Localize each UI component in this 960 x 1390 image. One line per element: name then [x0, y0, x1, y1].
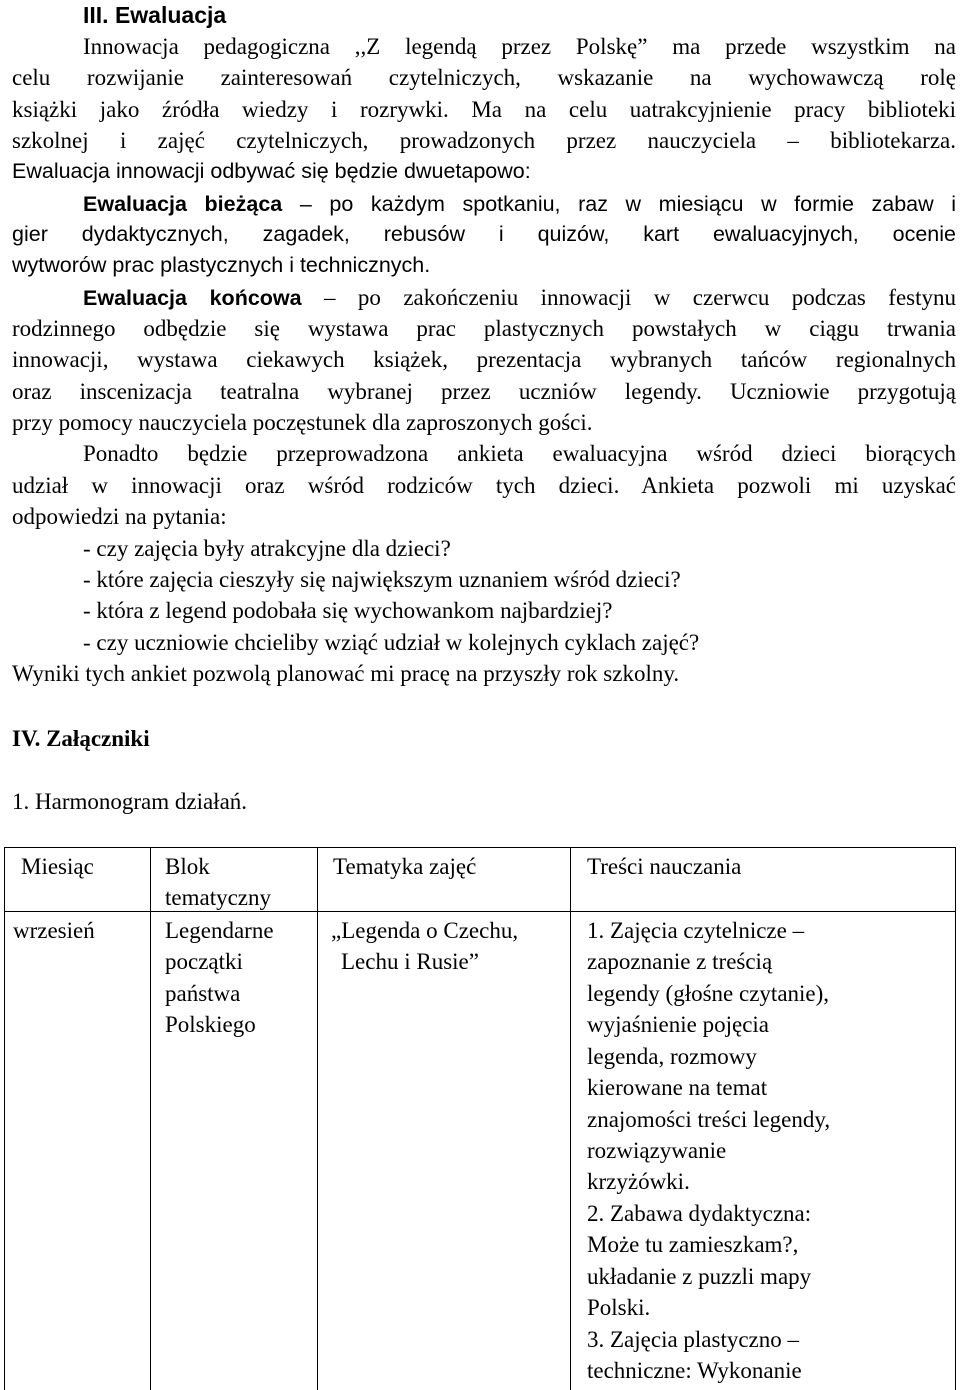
column-divider: [317, 848, 318, 1390]
paragraph-line: [83, 282, 956, 314]
paragraph-line: [83, 188, 956, 220]
cell-content-line: krzyżówki.: [587, 1169, 690, 1194]
schedule-table: [4, 847, 956, 1390]
header-block-line2: tematyczny: [165, 885, 272, 910]
cell-block-line: państwa: [165, 981, 241, 1006]
paragraph-line: udział w innowacji oraz wśród rodziców tych dzieci. Ankieta pozwoli mi uzyskać: [12, 473, 956, 498]
cell-content-line: legendy (głośne czytanie),: [587, 981, 830, 1006]
cell-block-line: początki: [165, 949, 243, 974]
cell-content-line: 3. Zajęcia plastyczno –: [587, 1327, 800, 1352]
cell-content-line: układanie z puzzli mapy: [587, 1264, 812, 1289]
cell-content-line: Może tu zamieszkam?,: [587, 1232, 799, 1257]
column-divider: [570, 848, 571, 1390]
question-item: - które zajęcia cieszyły się największym uznaniem wśród dzieci?: [83, 567, 681, 592]
cell-content-line: zapoznanie z treścią: [587, 949, 773, 974]
cell-content-line: Polski.: [587, 1295, 651, 1320]
paragraph-line: innowacji, wystawa ciekawych książek, prezentacja wybranych tańców regionalnych: [12, 347, 956, 372]
cell-content-line: wyjaśnienie pojęcia: [587, 1012, 770, 1037]
cell-content-line: techniczne: Wykonanie: [587, 1358, 802, 1383]
term-final-evaluation: Ewaluacja końcowa: [83, 286, 302, 310]
header-content: Treści nauczania: [587, 854, 742, 879]
header-topic: Tematyka zajęć: [333, 854, 477, 879]
cell-content-line: kierowane na temat: [587, 1075, 768, 1100]
paragraph-line: celu rozwijanie zainteresowań czytelniczych, wskazanie na wychowawczą rolę: [12, 65, 956, 90]
paragraph-text: – po każdym spotkaniu, raz w miesiącu w formie zabaw i: [282, 192, 957, 216]
cell-content-line: 1. Zajęcia czytelnicze –: [587, 918, 805, 943]
paragraph-line: Wyniki tych ankiet pozwolą planować mi pracę na przyszły rok szkolny.: [12, 661, 680, 686]
cell-topic-line: Lechu i Rusie”: [341, 949, 479, 974]
section-heading-evaluation: III. Ewaluacja: [83, 2, 227, 28]
header-month: Miesiąc: [21, 854, 94, 879]
question-item: - która z legend podobała się wychowankom najbardziej?: [83, 598, 613, 623]
cell-block-line: Legendarne: [165, 918, 274, 943]
section-heading-attachments: IV. Załączniki: [12, 726, 150, 751]
cell-content-line: legenda, rozmowy: [587, 1044, 757, 1069]
paragraph-line: oraz inscenizacja teatralna wybranej przez uczniów legendy. Uczniowie przygotują: [12, 379, 956, 404]
paragraph-line: szkolnej i zajęć czytelniczych, prowadzonych przez nauczyciela – bibliotekarza.: [12, 128, 956, 153]
question-item: - czy uczniowie chcieliby wziąć udział w kolejnych cyklach zajęć?: [83, 630, 700, 655]
subheading-schedule: 1. Harmonogram działań.: [12, 789, 248, 814]
cell-content-line: 2. Zabawa dydaktyczna:: [587, 1201, 812, 1226]
cell-block-line: Polskiego: [165, 1012, 256, 1037]
paragraph-line: Ponadto będzie przeprowadzona ankieta ewaluacyjna wśród dzieci biorących: [83, 441, 956, 466]
paragraph-line: przy pomocy nauczyciela poczęstunek dla zaproszonych gości.: [12, 410, 593, 435]
question-item: - czy zajęcia były atrakcyjne dla dzieci?: [83, 536, 451, 561]
column-divider: [150, 848, 151, 1390]
cell-topic-line: „Legenda o Czechu,: [331, 918, 519, 943]
cell-month: wrzesień: [13, 918, 95, 943]
paragraph-line: wytworów prac plastycznych i technicznych.: [12, 253, 431, 277]
paragraph-line: Innowacja pedagogiczna ,,Z legendą przez Polskę” ma przede wszystkim na: [83, 34, 956, 59]
cell-content-line: rozwiązywanie: [587, 1138, 727, 1163]
paragraph-text: – po zakończeniu innowacji w czerwcu podczas festynu: [301, 285, 956, 310]
term-current-evaluation: Ewaluacja bieżąca: [83, 192, 283, 216]
header-divider: [5, 911, 955, 912]
paragraph-line: rodzinnego odbędzie się wystawa prac plastycznych powstałych w ciągu trwania: [12, 316, 956, 341]
paragraph-line: odpowiedzi na pytania:: [12, 504, 227, 529]
header-block-line1: Blok: [165, 854, 210, 879]
paragraph-line: Ewaluacja innowacji odbywać się będzie dwuetapowo:: [12, 159, 531, 183]
paragraph-line: gier dydaktycznych, zagadek, rebusów i quizów, kart ewaluacyjnych, ocenie: [12, 222, 956, 246]
cell-content-line: znajomości treści legendy,: [587, 1107, 831, 1132]
paragraph-line: książki jako źródła wiedzy i rozrywki. Ma na celu uatrakcyjnienie pracy biblioteki: [12, 97, 956, 122]
